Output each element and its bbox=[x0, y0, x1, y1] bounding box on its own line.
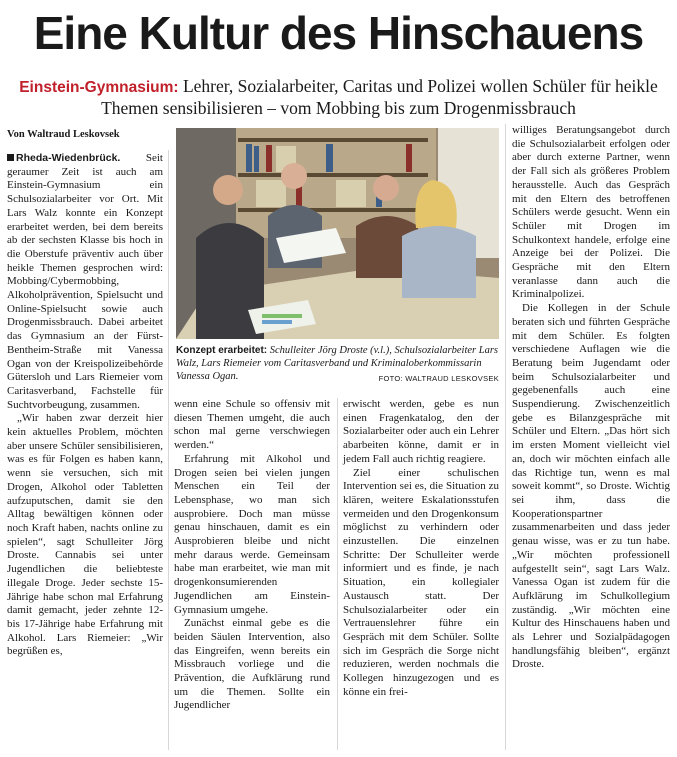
article-paragraph: wenn eine Schule so offensiv mit diesen Themen umgeht, die auch schon mal gerne verschwiegen werden.“ bbox=[174, 398, 330, 452]
subline-text: Lehrer, Sozialarbeiter, Caritas und Polizei wollen Schüler für heikle Themen sensibilisieren – vom Mobbing bis zum Drogenmissbrauch bbox=[101, 76, 658, 118]
article-column-3 bbox=[343, 398, 499, 699]
article-photo bbox=[176, 128, 499, 339]
article-column-4 bbox=[512, 124, 670, 672]
column-rule bbox=[337, 398, 338, 750]
caption-text: Schulleiter Jörg Droste (v.l.), Schulsozialarbeiter Lars Walz, Lars Riemeier vom Caritasverband und Kriminaloberkommissarin Vanessa Ogan. bbox=[176, 345, 499, 382]
article-paragraph: Zunächst einmal gebe es die beiden Säulen Intervention, also das Eingreifen, wenn bereits ein Missbrauch vorliege und die Prävention, die Aufklärung rund um die Themen. Sollte ein Jugendlicher bbox=[174, 617, 330, 712]
photo-caption bbox=[176, 344, 499, 385]
photo-credit: FOTO: WALTRAUD LESKOVSEK bbox=[378, 374, 499, 383]
dateline: Rheda-Wiedenbrück. bbox=[16, 152, 121, 164]
byline: Von Waltraud Leskovsek bbox=[7, 129, 120, 140]
column-rule bbox=[168, 150, 169, 750]
article-paragraph: williges Beratungsangebot durch die Schulsozialarbeit erfolgen oder aber durch externe Partner, wenn der Fall sich als größeres Problem herausstelle. Auch das Gespräch mit den Eltern des betroffenen Schülers werde gesucht. Wenn ein Schüler mit Drogen im Schulkontext handele, erfolge eine Anzeige bei der Polizei. Die Gespräche mit den Eltern veranlasse dann auch die Kriminalpolizei. bbox=[512, 124, 670, 301]
article-column-2 bbox=[174, 398, 330, 713]
headline: Eine Kultur des Hinschauens bbox=[33, 7, 644, 59]
article-paragraph: Die Kollegen in der Schule beraten sich und führten Gespräche mit dem Schüler. Es folgten verschiedene Auflagen wie die Beratung beim Jugendamt oder beim Schulsozialarbeiter und gegebenenfalls auch eine Suspendierung. Zwischenzeitlich gebe es Bilanzgespräche mit Schüler und Eltern. „Das hört sich im ersten Moment vielleicht viel an, doch wir möchten einfach alle das Richtige tun, wenn es mal soweit kommt“, so Droste. Wichtig sei ihm, dass die Kooperationspartner zusammenarbeiten und dass jeder genau wisse, was er zu tun habe. „Wir möchten professionell aufgestellt sein“, sagt Lars Walz. Vanessa Ogan ist zudem für die Aufklärung im Schulkollegium zuständig. „Wir möchten eine Kultur des Hinschauens haben und als Lehrer und Sozialpädagogen handlungsfähig bleiben“, ergänzt Droste. bbox=[512, 302, 670, 671]
article-paragraph: erwischt werden, gebe es nun einen Fragenkatalog, den der Sozialarbeiter oder auch ein Lehrer abarbeiten könne, damit er in jedem Fall auch richtig reagiere. bbox=[343, 398, 499, 465]
paragraph-marker-icon bbox=[7, 154, 14, 161]
caption-label: Konzept erarbeitet: bbox=[176, 345, 268, 356]
article-paragraph: Ziel einer schulischen Intervention sei es, die Situation zu klären, weitere Eskalationsstufen vermeiden und den Drogenkonsum möglichst zu verhindern oder einzustellen. Die einzelnen Schritte: Der Schulleiter werde informiert und es finde, je nach Situation, ein kollegialer Austausch statt. Der Schulsozialarbeiter oder ein Vertrauenslehrer führe ein Gespräch mit dem Schüler. Sollte sich im Gespräch die Sorge nicht reduzieren, werden nochmals die Kollegen hinzugezogen und es könne ein frei- bbox=[343, 466, 499, 698]
subline bbox=[10, 76, 667, 119]
article-column-1 bbox=[7, 152, 163, 659]
article-paragraph: Erfahrung mit Alkohol und Drogen seien bei vielen jungen Menschen ein Teil der Lebensphase, wo man sich ausprobiere. Doch man müsse genau hinschauen, damit es ein Ausprobieren bleibe und nicht mehr daraus werde. Gemeinsam habe man erarbeitet, wie man mit drogenkonsumierenden Jugendlichen am Einstein-Gymnasium umgehe. bbox=[174, 452, 330, 616]
column-rule bbox=[505, 124, 506, 750]
subline-kicker: Einstein-Gymnasium: bbox=[19, 79, 179, 96]
photo-illustration bbox=[176, 128, 499, 339]
article-paragraph: „Wir haben zwar derzeit hier kein aktuelles Problem, möchten aber unsere Schüler sensibilisieren, was es für Folgen es haben kann, wenn sie versuchen, sich mit Drogen, Alkohol oder Tabletten aufzuputschen, damit sie den Alltag bewältigen können oder noch Kraft haben, nachts online zu spielen“, sagt Schulleiter Jörg Droste. Cannabis sei unter Jugendlichen die beliebteste illegale Droge. Jeder sechste 15-Jährige habe schon mal Erfahrung damit gemacht, jeder zehnte 12- bis 17-Jährige habe Erfahrung mit Alkohol. Lars Riemeier: „Wir begrüßen es, bbox=[7, 412, 163, 658]
article-paragraph: Seit geraumer Zeit ist auch am Einstein-Gymnasium ein Schulsozialarbeiter vor Ort. Mit Lars Walz konnte ein Konzept erarbeitet werden, bei dem bereits ab der sechsten Klasse bis hoch in die Oberstufe präventiv auch über heikle Themen gesprochen wird: Mobbing/Cybermobbing, Alkoholprävention, Spielsucht und Online-Spielsucht sowie auch Drogenmissbrauch. Dabei arbeitet das Gymnasium an der Fürst-Bentheim-Straße mit Vanessa Ogan von der Kreispolizeibehörde Gütersloh und Lars Riemeier vom Caritasverband, Fachstelle für Suchtvorbeugung, zusammen. bbox=[7, 152, 163, 411]
